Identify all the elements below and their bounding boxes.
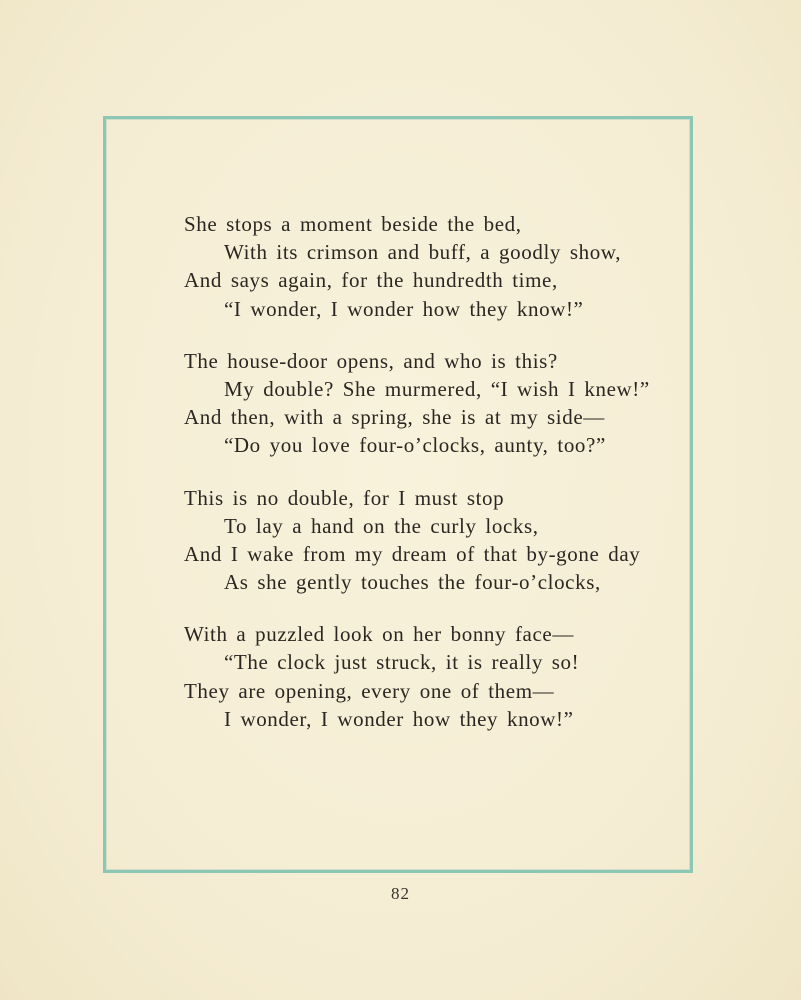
page-number: 82: [391, 884, 410, 903]
poem-line: With a puzzled look on her bonny face—: [184, 622, 574, 647]
poem-line: And I wake from my dream of that by-gone day: [184, 541, 641, 566]
poem-line: And then, with a spring, she is at my side—: [184, 405, 605, 430]
poem-line: As she gently touches the four-o’clocks,: [224, 570, 601, 595]
stanza-1: [0, 210, 801, 323]
poem-line: This is no double, for I must stop: [184, 485, 505, 510]
poem-line: My double? She murmered, “I wish I knew!”: [224, 376, 650, 401]
poem-line: The house-door opens, and who is this?: [184, 348, 558, 373]
poem-line: With its crimson and buff, a goodly show,: [224, 240, 622, 265]
poem-line: She stops a moment beside the bed,: [184, 212, 522, 236]
poem-line: To lay a hand on the curly locks,: [224, 513, 539, 538]
stanza-3: [0, 484, 801, 597]
stanza-2: [0, 347, 801, 460]
stanza-4: [0, 620, 801, 733]
poem-line: “I wonder, I wonder how they know!”: [224, 296, 584, 321]
poem-line: I wonder, I wonder how they know!”: [224, 706, 574, 731]
poem-line: “Do you love four-o’clocks, aunty, too?”: [224, 433, 606, 458]
poem: [0, 210, 801, 757]
poem-line: They are opening, every one of them—: [184, 678, 555, 703]
poem-line: “The clock just struck, it is really so!: [224, 650, 580, 675]
poem-line: And says again, for the hundredth time,: [184, 268, 558, 293]
